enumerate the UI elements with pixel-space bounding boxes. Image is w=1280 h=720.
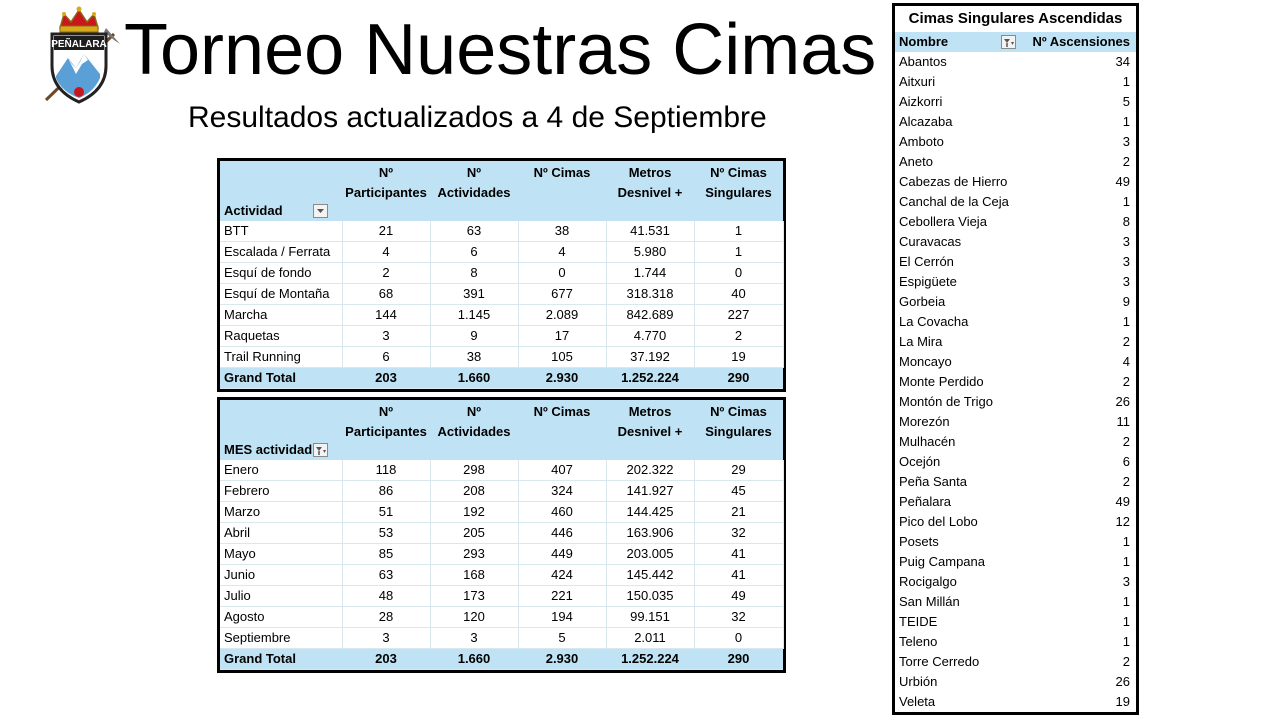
page-subtitle: Resultados actualizados a 4 de Septiembre [188,101,767,134]
cell-value: 2.089 [518,305,606,326]
cell-value: 105 [518,347,606,368]
cell-value: 48 [342,586,430,607]
summit-name: Amboto [899,134,944,149]
summit-name: El Cerrón [899,254,954,269]
summit-count: 1 [1122,314,1130,329]
cell-value: 324 [518,481,606,502]
col-actividades: Nº Actividades [430,400,518,460]
row-label: Esquí de fondo [220,263,342,284]
summit-name: Rocigalgo [899,574,957,589]
summit-count: 3 [1122,274,1130,289]
cell-value: 3 [342,326,430,347]
summit-count: 3 [1122,574,1130,589]
summit-name: Canchal de la Ceja [899,194,1009,209]
cell-value: 3 [342,628,430,649]
summit-name: TEIDE [899,614,938,629]
list-item [895,412,1136,432]
summit-name: Abantos [899,54,947,69]
cell-value: 51 [342,502,430,523]
row-label: Junio [220,565,342,586]
table-row [220,586,783,607]
table-row [220,347,783,368]
grand-total-value: 203 [342,368,430,389]
cell-value: 407 [518,460,606,481]
month-pivot-table [217,397,786,673]
summit-name: Curavacas [899,234,962,249]
cell-value: 99.151 [606,607,694,628]
list-item [895,92,1136,112]
grand-total-label: Grand Total [220,368,342,389]
cell-value: 163.906 [606,523,694,544]
cell-value: 1.744 [606,263,694,284]
summit-count: 3 [1122,134,1130,149]
list-item [895,672,1136,692]
list-item [895,132,1136,152]
cell-value: 150.035 [606,586,694,607]
cell-value: 41 [694,544,783,565]
summit-name: San Millán [899,594,960,609]
summit-count: 1 [1122,534,1130,549]
row-label: Julio [220,586,342,607]
cell-value: 8 [430,263,518,284]
row-label: Marcha [220,305,342,326]
cell-value: 1 [694,242,783,263]
grand-total-value: 2.930 [518,368,606,389]
cell-value: 221 [518,586,606,607]
cell-value: 202.322 [606,460,694,481]
cell-value: 446 [518,523,606,544]
col-cimas: Nº Cimas [518,400,606,460]
summit-count: 26 [1115,394,1130,409]
cell-value: 41.531 [606,221,694,242]
summit-count: 19 [1115,694,1130,709]
list-item [895,612,1136,632]
table-row [220,305,783,326]
row-label: Septiembre [220,628,342,649]
summit-count: 2 [1122,334,1130,349]
table-row [220,523,783,544]
cell-value: 194 [518,607,606,628]
table-row [220,628,783,649]
table-row [220,221,783,242]
cell-value: 298 [430,460,518,481]
cell-value: 145.442 [606,565,694,586]
cell-value: 9 [430,326,518,347]
grand-total-value: 1.252.224 [606,368,694,389]
summit-count: 3 [1122,234,1130,249]
grand-total-row [220,368,783,389]
row-label: Escalada / Ferrata [220,242,342,263]
table-row [220,326,783,347]
summit-name: Mulhacén [899,434,956,449]
table-row [220,284,783,305]
table-row [220,607,783,628]
summit-count: 9 [1122,294,1130,309]
cell-value: 144.425 [606,502,694,523]
list-item [895,72,1136,92]
cell-value: 144 [342,305,430,326]
cell-value: 168 [430,565,518,586]
cell-value: 6 [342,347,430,368]
cell-value: 45 [694,481,783,502]
cell-value: 86 [342,481,430,502]
cell-value: 41 [694,565,783,586]
cell-value: 141.927 [606,481,694,502]
list-item [895,552,1136,572]
row-label: Enero [220,460,342,481]
cell-value: 227 [694,305,783,326]
summit-name: Monte Perdido [899,374,984,389]
list-item [895,252,1136,272]
summit-name: Aizkorri [899,94,943,109]
summit-count: 1 [1122,74,1130,89]
cell-value: 293 [430,544,518,565]
cell-value: 4 [518,242,606,263]
cell-value: 38 [430,347,518,368]
cell-value: 173 [430,586,518,607]
summits-title: Cimas Singulares Ascendidas [908,10,1123,27]
summit-name: Espigüete [899,274,957,289]
row-label: Agosto [220,607,342,628]
cell-value: 1 [694,221,783,242]
cell-value: 4.770 [606,326,694,347]
summit-name: Cebollera Vieja [899,214,987,229]
summit-name: La Covacha [899,314,969,329]
cell-value: 53 [342,523,430,544]
summit-name: Aitxuri [899,74,936,89]
summit-count: 4 [1122,354,1130,369]
summit-count: 2 [1122,374,1130,389]
list-item [895,372,1136,392]
summit-count: 2 [1122,154,1130,169]
summits-col-name: Nombre [899,34,949,49]
row-label: Raquetas [220,326,342,347]
list-item [895,332,1136,352]
cell-value: 68 [342,284,430,305]
cell-value: 40 [694,284,783,305]
summit-count: 3 [1122,254,1130,269]
cell-value: 19 [694,347,783,368]
list-item [895,232,1136,252]
list-item [895,632,1136,652]
summit-count: 34 [1115,54,1130,69]
cell-value: 0 [694,263,783,284]
summit-count: 1 [1122,194,1130,209]
cell-value: 38 [518,221,606,242]
row-label: BTT [220,221,342,242]
summit-name: Alcazaba [899,114,953,129]
summit-count: 8 [1122,214,1130,229]
list-item [895,112,1136,132]
list-item [895,272,1136,292]
cell-value: 208 [430,481,518,502]
cell-value: 63 [342,565,430,586]
table-row [220,502,783,523]
summit-count: 2 [1122,654,1130,669]
activity-pivot-table [217,158,786,392]
col-singulares: Nº Cimas Singulares [694,400,783,460]
col-actividades: Nº Actividades [430,161,518,221]
cell-value: 205 [430,523,518,544]
cell-value: 120 [430,607,518,628]
row-label: Febrero [220,481,342,502]
table-row [220,242,783,263]
club-logo [38,4,120,108]
activity-row-header [220,161,342,221]
summit-count: 2 [1122,434,1130,449]
cell-value: 0 [694,628,783,649]
summits-header-row [895,32,1136,52]
summit-count: 1 [1122,614,1130,629]
col-desnivel: Metros Desnivel + [606,161,694,221]
summit-count: 12 [1115,514,1130,529]
list-item [895,572,1136,592]
row-label: Marzo [220,502,342,523]
table-row [220,460,783,481]
summit-name: Pico del Lobo [899,514,978,529]
list-item [895,352,1136,372]
col-participantes: Nº Participantes [342,161,430,221]
summit-name: Urbión [899,674,938,689]
cell-value: 49 [694,586,783,607]
cell-value: 3 [430,628,518,649]
cell-value: 2 [694,326,783,347]
cell-value: 424 [518,565,606,586]
row-label: Abril [220,523,342,544]
list-item [895,492,1136,512]
table-row [220,481,783,502]
cell-value: 318.318 [606,284,694,305]
month-filter-dropdown-button[interactable] [313,443,328,457]
cell-value: 192 [430,502,518,523]
summit-name: Montón de Trigo [899,394,993,409]
summit-count: 1 [1122,554,1130,569]
activity-filter-dropdown-button[interactable] [313,204,328,218]
summit-name: Veleta [899,694,936,709]
cell-value: 391 [430,284,518,305]
col-desnivel: Metros Desnivel + [606,400,694,460]
summit-name: Aneto [899,154,933,169]
list-item [895,692,1136,712]
list-item [895,452,1136,472]
cell-value: 85 [342,544,430,565]
list-item [895,592,1136,612]
summit-name: Peñalara [899,494,952,509]
summit-name: Morezón [899,414,950,429]
grand-total-label: Grand Total [220,649,342,670]
col-participantes: Nº Participantes [342,400,430,460]
col-singulares: Nº Cimas Singulares [694,161,783,221]
cell-value: 460 [518,502,606,523]
cell-value: 842.689 [606,305,694,326]
list-item [895,532,1136,552]
row-label: Mayo [220,544,342,565]
cell-value: 32 [694,607,783,628]
summit-count: 11 [1116,414,1130,429]
cell-value: 5 [518,628,606,649]
summit-name: Ocejón [899,454,941,469]
summits-filter-dropdown-button[interactable] [1001,35,1016,49]
cell-value: 17 [518,326,606,347]
list-item [895,152,1136,172]
cell-value: 2 [342,263,430,284]
grand-total-value: 1.252.224 [606,649,694,670]
list-item [895,52,1136,72]
cell-value: 118 [342,460,430,481]
list-item [895,512,1136,532]
cell-value: 2.011 [606,628,694,649]
summit-count: 26 [1115,674,1130,689]
summit-name: Teleno [899,634,938,649]
summit-count: 2 [1122,474,1130,489]
cell-value: 21 [694,502,783,523]
summit-count: 1 [1122,114,1130,129]
grand-total-value: 1.660 [430,368,518,389]
list-item [895,212,1136,232]
cell-value: 449 [518,544,606,565]
page-title: Torneo Nuestras Cimas [124,10,877,90]
table-row [220,565,783,586]
cell-value: 4 [342,242,430,263]
list-item [895,172,1136,192]
cell-value: 1.145 [430,305,518,326]
cell-value: 29 [694,460,783,481]
list-item [895,292,1136,312]
cell-value: 21 [342,221,430,242]
summit-name: Peña Santa [899,474,967,489]
list-item [895,652,1136,672]
cell-value: 677 [518,284,606,305]
summits-col-value: Nº Ascensiones [1032,34,1130,49]
table-row [220,544,783,565]
cell-value: 32 [694,523,783,544]
cell-value: 63 [430,221,518,242]
cell-value: 37.192 [606,347,694,368]
grand-total-value: 203 [342,649,430,670]
summit-name: Puig Campana [899,554,985,569]
list-item [895,312,1136,332]
summits-pivot-table [892,3,1139,715]
row-label: Esquí de Montaña [220,284,342,305]
summits-list [895,52,1136,712]
grand-total-value: 1.660 [430,649,518,670]
month-row-header [220,400,342,460]
month-row-header-label: MES actividad [224,442,313,457]
grand-total-value: 2.930 [518,649,606,670]
cell-value: 0 [518,263,606,284]
row-label: Trail Running [220,347,342,368]
summit-count: 1 [1122,594,1130,609]
summit-name: Gorbeia [899,294,946,309]
cell-value: 28 [342,607,430,628]
summit-name: Posets [899,534,939,549]
list-item [895,192,1136,212]
cell-value: 203.005 [606,544,694,565]
summit-name: Cabezas de Hierro [899,174,1008,189]
grand-total-row [220,649,783,670]
summit-count: 49 [1115,494,1130,509]
col-cimas: Nº Cimas [518,161,606,221]
cell-value: 6 [430,242,518,263]
list-item [895,472,1136,492]
summit-count: 5 [1122,94,1130,109]
summit-name: La Mira [899,334,943,349]
summit-count: 49 [1115,174,1130,189]
summit-count: 1 [1122,634,1130,649]
summit-name: Moncayo [899,354,952,369]
list-item [895,392,1136,412]
summit-name: Torre Cerredo [899,654,980,669]
logo-text: PEÑALARA [51,39,107,50]
list-item [895,432,1136,452]
grand-total-value: 290 [694,368,783,389]
cell-value: 5.980 [606,242,694,263]
summit-count: 6 [1122,454,1130,469]
grand-total-value: 290 [694,649,783,670]
table-row [220,263,783,284]
activity-row-header-label: Actividad [224,203,283,218]
